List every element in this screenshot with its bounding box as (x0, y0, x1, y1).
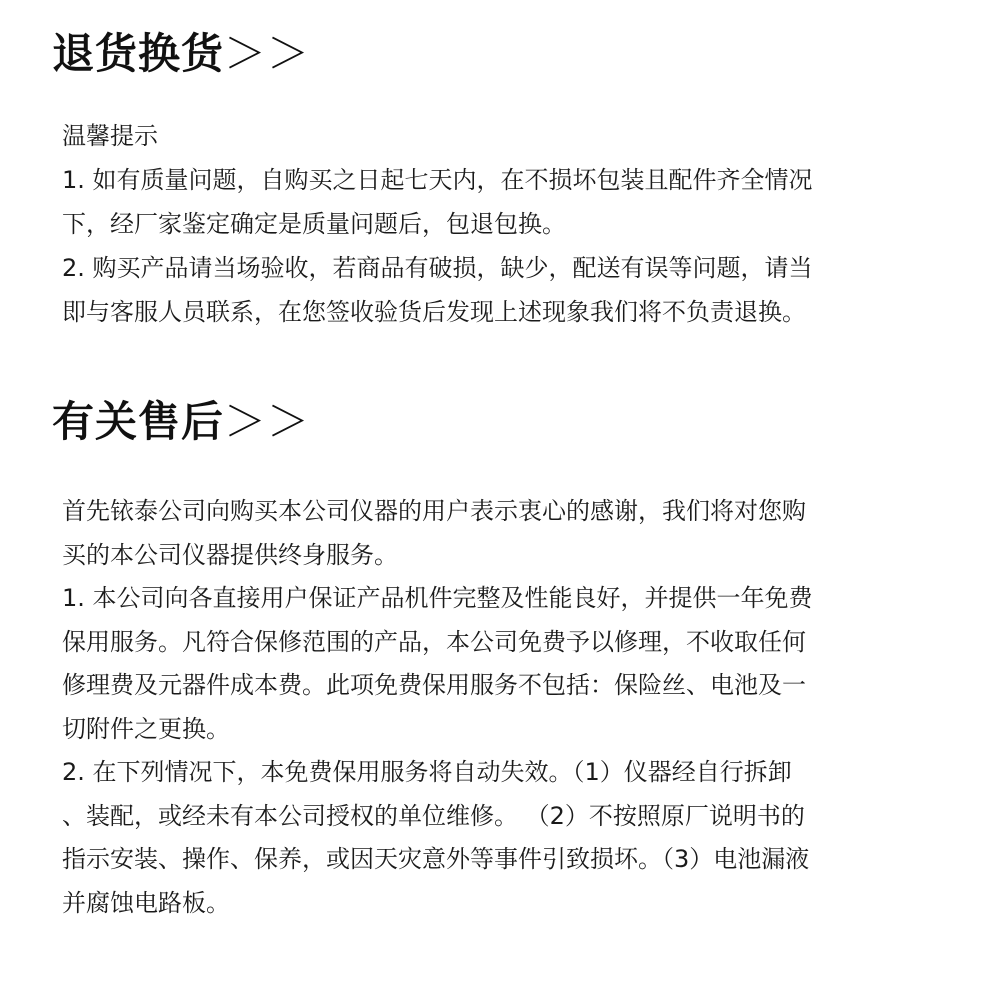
notice-line: 下，经厂家鉴定确定是质量问题后，包退包换。 (62, 210, 566, 238)
notice-line: 2. 购买产品请当场验收，若商品有破损，缺少，配送有误等问题，请当 (62, 254, 813, 282)
returns-notice-block (62, 114, 942, 334)
service-line: 、装配，或经未有本公司授权的单位维修。 （2）不按照原厂说明书的 (62, 801, 805, 830)
service-line: 并腐蚀电路板。 (62, 888, 230, 917)
section-title-text: 有关售后 (52, 397, 225, 446)
service-line: 保用服务。凡符合保修范围的产品，本公司免费予以修理，不收取任何 (62, 627, 806, 656)
section-title-arrows: ＞＞ (224, 29, 311, 78)
service-line: 2. 在下列情况下，本免费保用服务将自动失效。（1）仪器经自行拆卸 (62, 758, 792, 786)
section-title-text: 退货换货 (52, 29, 225, 78)
notice-label: 温馨提示 (62, 122, 158, 150)
notice-line: 1. 如有质量问题，自购买之日起七天内，在不损坏包装且配件齐全情况 (62, 166, 813, 194)
section-title-arrows: ＞＞ (224, 397, 311, 446)
section-title-after-sales (52, 394, 310, 450)
after-sales-block (62, 490, 942, 925)
section-title-returns (52, 26, 310, 82)
service-line: 1. 本公司向各直接用户保证产品机件完整及性能良好，并提供一年免费 (62, 584, 813, 612)
service-line: 切附件之更换。 (62, 714, 230, 743)
service-line: 买的本公司仪器提供终身服务。 (62, 540, 398, 569)
notice-line: 即与客服人员联系，在您签收验货后发现上述现象我们将不负责退换。 (62, 298, 806, 326)
service-line: 指示安装、操作、保养，或因天灾意外等事件引致损坏。（3）电池漏液 (62, 845, 810, 873)
service-line: 首先铱泰公司向购买本公司仪器的用户表示衷心的感谢，我们将对您购 (62, 497, 806, 525)
service-line: 修理费及元器件成本费。此项免费保用服务不包括：保险丝、电池及一 (62, 671, 806, 699)
